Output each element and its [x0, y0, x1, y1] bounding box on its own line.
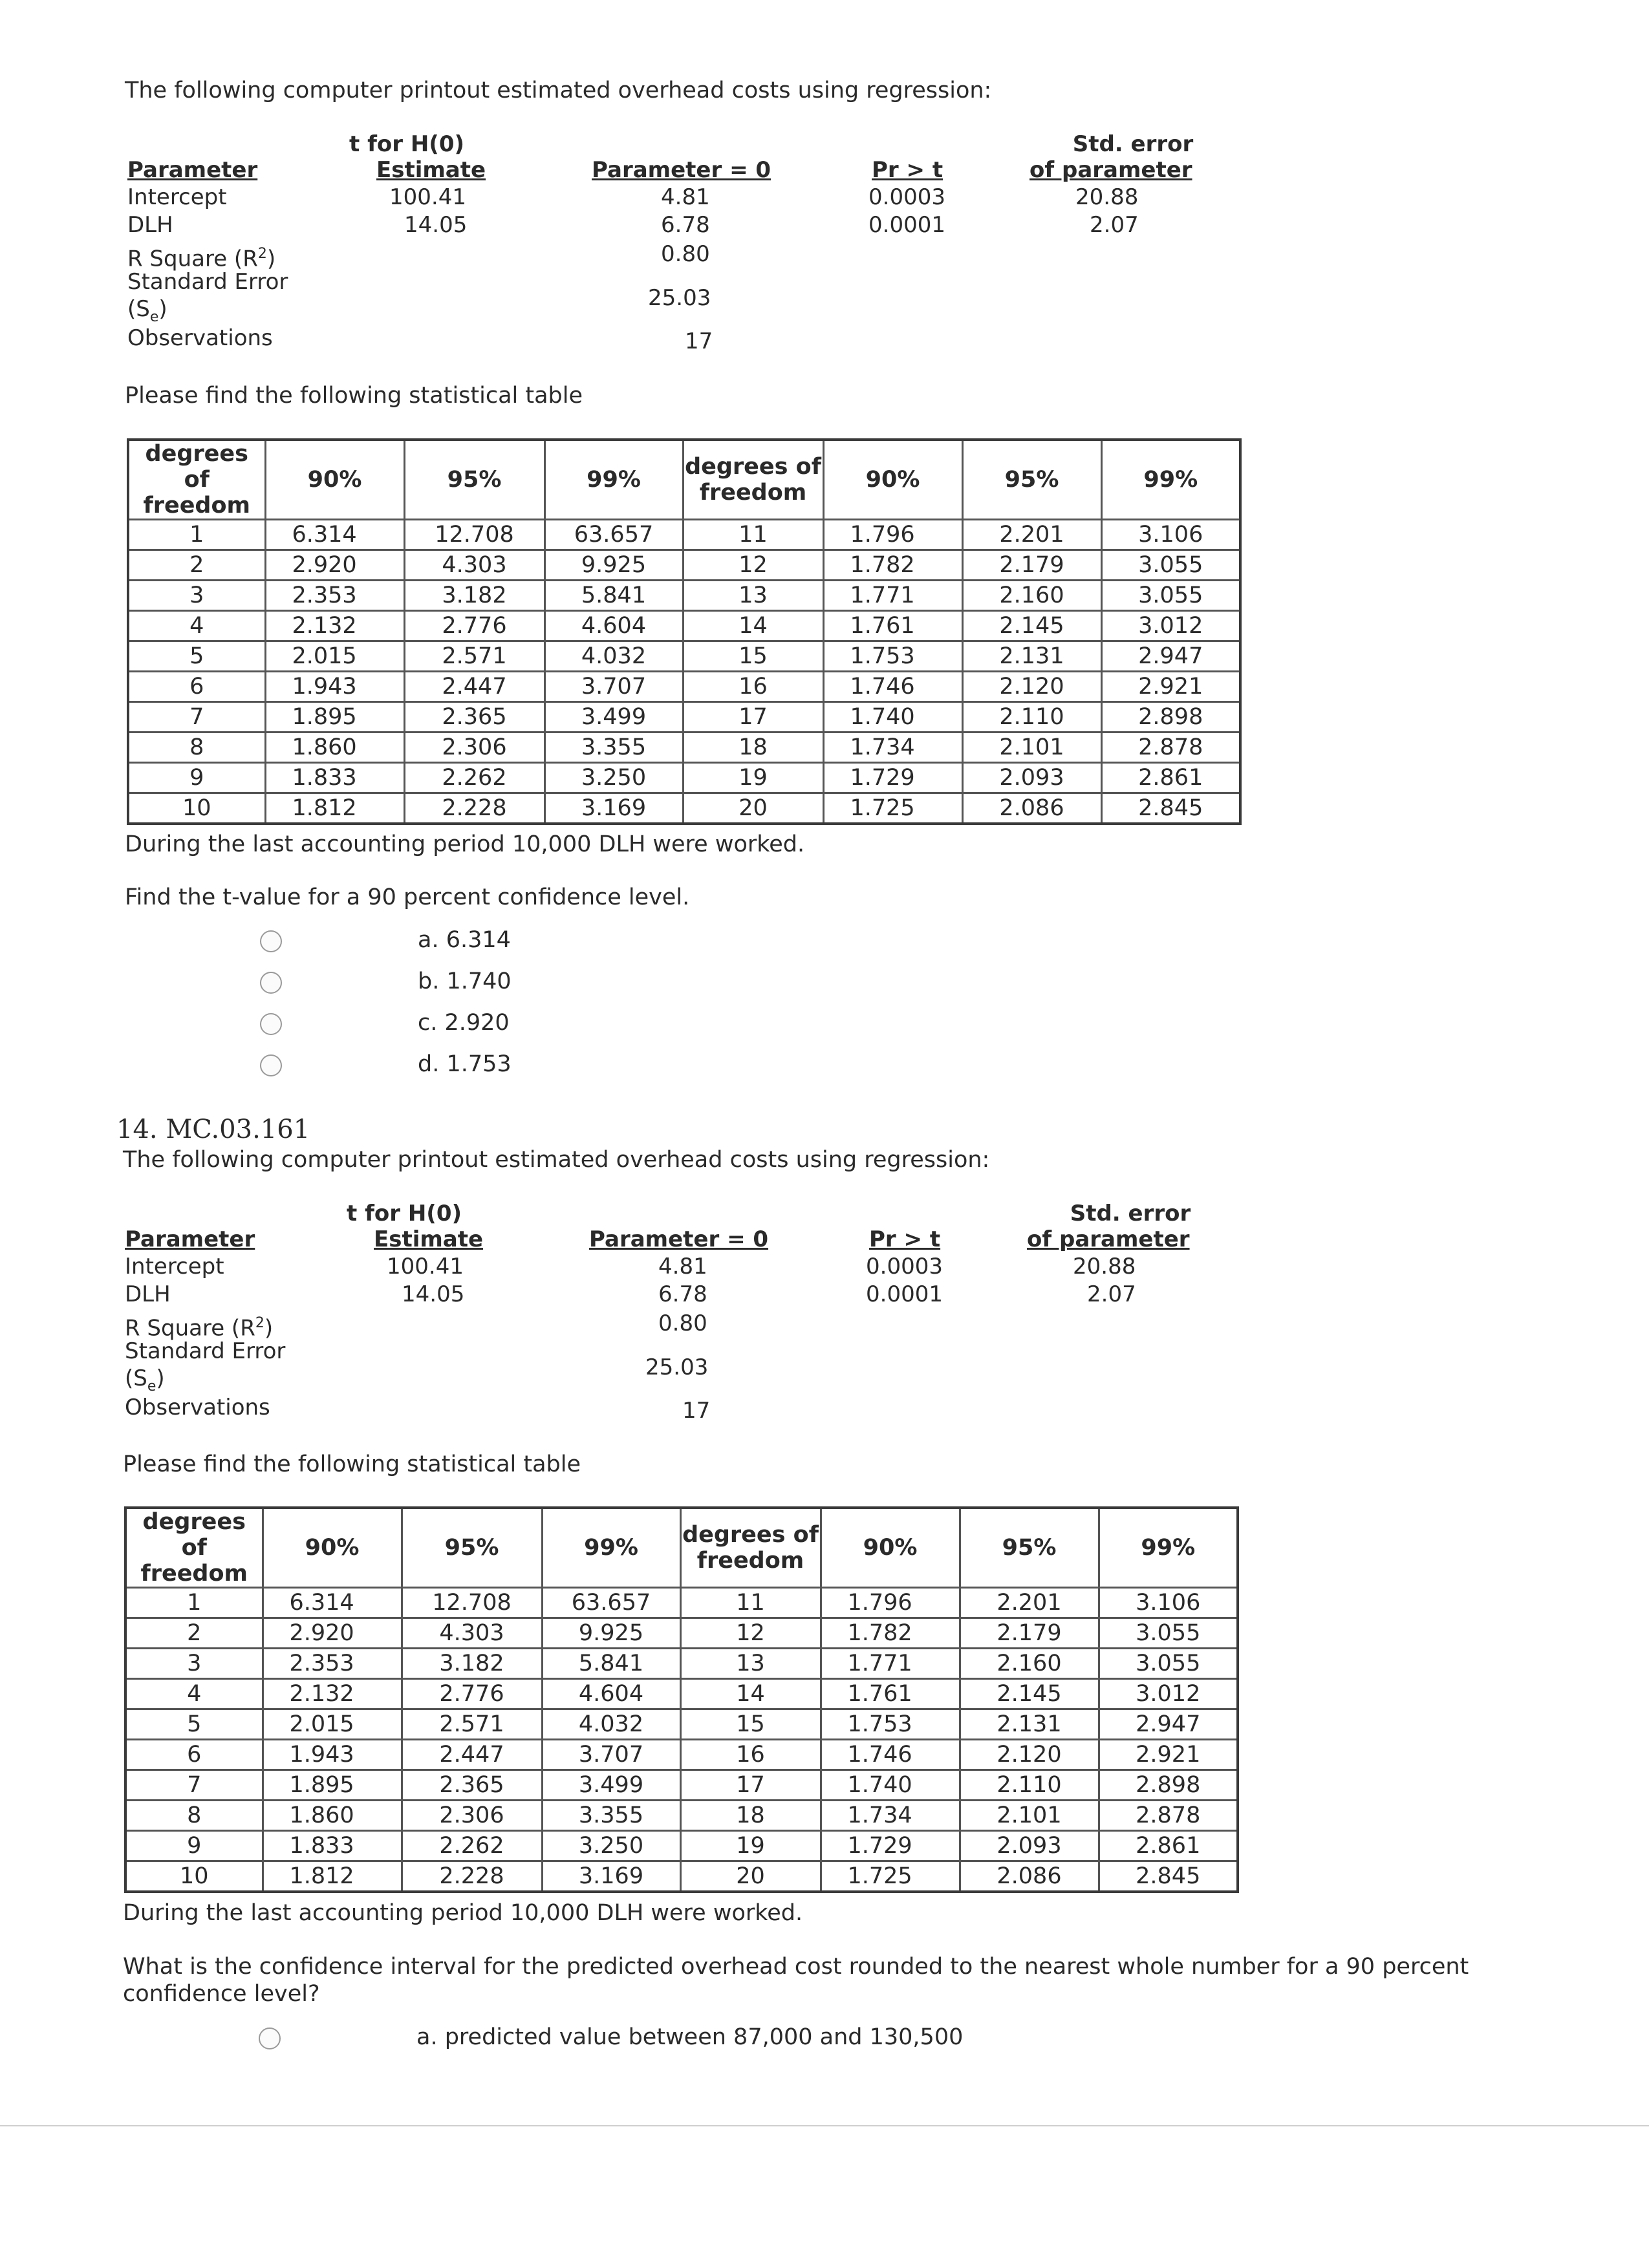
table-cell: 4.032 [544, 641, 683, 672]
table-cell: 3.106 [1101, 520, 1240, 550]
table-cell: 2.776 [404, 611, 544, 641]
table-cell: 1.740 [823, 702, 962, 733]
parameter-header: Parameter [127, 157, 258, 183]
table-cell: 7 [128, 702, 265, 733]
table-cell: 3.707 [542, 1740, 680, 1770]
dlh-se: 2.07 [1087, 1281, 1136, 1307]
radio-button[interactable] [260, 972, 282, 994]
table-cell: 3.012 [1099, 1679, 1238, 1709]
table-cell: 1.753 [823, 641, 962, 672]
table-cell: 3.499 [544, 702, 683, 733]
table-cell: 2.101 [962, 733, 1101, 763]
q1-intro: The following computer printout estimated overhead costs using regression: [125, 78, 992, 103]
table-cell: 1.761 [823, 611, 962, 641]
table-cell: 1.782 [823, 550, 962, 581]
intercept-t: 4.81 [658, 1254, 707, 1279]
table-cell: 6.314 [265, 520, 404, 550]
table-cell: 16 [680, 1740, 821, 1770]
regression-printout [125, 1201, 1302, 1424]
table-cell: 2.447 [404, 672, 544, 702]
t-distribution-table [127, 438, 1242, 825]
table-cell: 1.734 [821, 1801, 960, 1831]
dlh-pr: 0.0001 [866, 1281, 943, 1307]
table-cell: 2.353 [265, 581, 404, 611]
table-cell: 17 [680, 1770, 821, 1801]
header-cell: 95% [960, 1508, 1099, 1588]
table-cell: 20 [683, 793, 823, 824]
table-cell: 3.055 [1101, 550, 1240, 581]
header-cell: 99% [1099, 1508, 1238, 1588]
table-cell: 18 [680, 1801, 821, 1831]
table-cell: 1.746 [823, 672, 962, 702]
table-cell: 1.895 [265, 702, 404, 733]
table-row [128, 611, 1240, 641]
table-cell: 1.943 [263, 1740, 402, 1770]
option-label: d. 1.753 [418, 1051, 512, 1077]
table-cell: 6.314 [263, 1588, 402, 1618]
table-cell: 2.898 [1099, 1770, 1238, 1801]
table-cell: 1.833 [263, 1831, 402, 1861]
table-cell: 2.947 [1099, 1709, 1238, 1740]
table-cell: 14 [683, 611, 823, 641]
table-cell: 3.355 [544, 733, 683, 763]
table-row [125, 1831, 1238, 1861]
table-cell: 2.306 [404, 733, 544, 763]
table-row [128, 581, 1240, 611]
table-cell: 2.179 [962, 550, 1101, 581]
table-cell: 19 [680, 1831, 821, 1861]
table-cell: 2.015 [263, 1709, 402, 1740]
table-cell: 4.604 [544, 611, 683, 641]
table-cell: 1.725 [823, 793, 962, 824]
header-cell: 95% [404, 440, 544, 520]
table-cell: 3 [125, 1649, 263, 1679]
table-cell: 10 [125, 1861, 263, 1892]
table-cell: 4.303 [404, 550, 544, 581]
standard-error-value: 25.03 [645, 1354, 709, 1380]
table-cell: 4.604 [542, 1679, 680, 1709]
header-cell: 99% [544, 440, 683, 520]
intercept-t: 4.81 [661, 184, 710, 210]
table-cell: 2.306 [402, 1801, 542, 1831]
std-error-header: Std. error [1072, 131, 1194, 157]
table-cell: 1.753 [821, 1709, 960, 1740]
table-cell: 2.201 [960, 1588, 1099, 1618]
table-cell: 2.179 [960, 1618, 1099, 1649]
table-cell: 2.131 [960, 1709, 1099, 1740]
table-row [128, 550, 1240, 581]
dlh-estimate: 14.05 [404, 212, 468, 238]
observations-value: 17 [682, 1398, 711, 1424]
header-cell: 90% [263, 1508, 402, 1588]
table-cell: 2.861 [1099, 1831, 1238, 1861]
table-cell: 2.131 [962, 641, 1101, 672]
table-cell: 1.833 [265, 763, 404, 793]
table-cell: 1.740 [821, 1770, 960, 1801]
intercept-estimate: 100.41 [389, 184, 466, 210]
standard-error-label: Standard Error [127, 269, 288, 295]
observations-label: Observations [127, 325, 273, 351]
table-cell: 2.898 [1101, 702, 1240, 733]
intercept-se: 20.88 [1073, 1254, 1136, 1279]
r-square-label: R Square $(R^2)$ [125, 1315, 274, 1342]
table-cell: 2.262 [402, 1831, 542, 1861]
table-cell: 1 [125, 1588, 263, 1618]
table-cell: 3.055 [1099, 1618, 1238, 1649]
header-cell: degrees of freedom [125, 1508, 263, 1588]
r-square-value: 0.80 [658, 1311, 707, 1336]
std-error-header: Std. error [1070, 1201, 1191, 1226]
r-square-label: R Square $(R^2)$ [127, 246, 276, 272]
table-cell: 2.093 [962, 763, 1101, 793]
table-cell: 1.812 [263, 1861, 402, 1892]
table-cell: 2.160 [962, 581, 1101, 611]
table-cell: 2.093 [960, 1831, 1099, 1861]
table-cell: 1.812 [265, 793, 404, 824]
table-cell: 2.878 [1099, 1801, 1238, 1831]
table-cell: 3.012 [1101, 611, 1240, 641]
table-cell: 10 [128, 793, 265, 824]
intercept-pr: 0.0003 [868, 184, 945, 210]
parameter-zero-header: Parameter = 0 [589, 1226, 769, 1252]
table-cell: 2.228 [402, 1861, 542, 1892]
table-cell: 1.746 [821, 1740, 960, 1770]
table-cell: 1.734 [823, 733, 962, 763]
table-cell: 5 [125, 1709, 263, 1740]
table-cell: 3.707 [544, 672, 683, 702]
q2-dlh-statement: During the last accounting period 10,000 DLH were worked. [123, 1900, 803, 1926]
table-cell: 1.725 [821, 1861, 960, 1892]
table-cell: 4 [125, 1679, 263, 1709]
q1-dlh-statement: During the last accounting period 10,000 DLH were worked. [125, 831, 805, 857]
header-cell: 90% [823, 440, 962, 520]
header-cell: degrees of freedom [128, 440, 265, 520]
of-parameter-header: of parameter [1027, 1226, 1190, 1252]
table-cell: 2.101 [960, 1801, 1099, 1831]
dlh-se: 2.07 [1090, 212, 1139, 238]
table-cell: 12 [683, 550, 823, 581]
header-cell: 99% [1101, 440, 1240, 520]
table-cell: 11 [680, 1588, 821, 1618]
table-cell: 18 [683, 733, 823, 763]
table-cell: 1.943 [265, 672, 404, 702]
table-cell: 11 [683, 520, 823, 550]
table-cell: 2.921 [1101, 672, 1240, 702]
table-row [125, 1801, 1238, 1831]
table-cell: 9 [128, 763, 265, 793]
table-cell: 16 [683, 672, 823, 702]
standard-error-value: 25.03 [648, 285, 711, 311]
radio-button[interactable] [260, 930, 282, 952]
table-cell: 9.925 [542, 1618, 680, 1649]
table-row [128, 641, 1240, 672]
table-cell: 3.250 [542, 1831, 680, 1861]
option-label: a. predicted value between 87,000 and 130,500 [416, 2024, 964, 2050]
of-parameter-header: of parameter [1029, 157, 1192, 183]
table-cell: 12.708 [404, 520, 544, 550]
table-cell: 1.860 [265, 733, 404, 763]
observations-label: Observations [125, 1395, 270, 1420]
table-cell: 1.860 [263, 1801, 402, 1831]
table-cell: 4.303 [402, 1618, 542, 1649]
table-cell: 1.771 [823, 581, 962, 611]
intercept-label: Intercept [127, 184, 227, 210]
table-cell: 2.776 [402, 1679, 542, 1709]
table-cell: 1.729 [823, 763, 962, 793]
radio-button[interactable] [260, 1013, 282, 1035]
table-row [128, 733, 1240, 763]
table-row [125, 1740, 1238, 1770]
table-cell: 3.182 [404, 581, 544, 611]
t-for-h0-header: t for H(0) [347, 1201, 462, 1226]
header-cell: 90% [821, 1508, 960, 1588]
table-row [128, 763, 1240, 793]
table-row [128, 672, 1240, 702]
table-cell: 2.921 [1099, 1740, 1238, 1770]
pr-t-header: Pr > t [869, 1226, 941, 1252]
radio-button[interactable] [260, 1054, 282, 1076]
table-cell: 2.447 [402, 1740, 542, 1770]
table-cell: 3.055 [1101, 581, 1240, 611]
standard-error-symbol: $(S_e)$ [127, 296, 167, 325]
dlh-t: 6.78 [658, 1281, 707, 1307]
table-cell: 2.262 [404, 763, 544, 793]
table-cell: 6 [128, 672, 265, 702]
table-cell: 2.110 [962, 702, 1101, 733]
table-cell: 2.145 [960, 1679, 1099, 1709]
q2-question: What is the confidence interval for the predicted overhead cost rounded to the nearest whole number for a 90 percent confidence level? [123, 1954, 1469, 2007]
question-number: 14. MC.03.161 [116, 1115, 310, 1144]
table-cell: 2.353 [263, 1649, 402, 1679]
table-cell: 3.250 [544, 763, 683, 793]
table-row [125, 1679, 1238, 1709]
header-cell: 99% [542, 1508, 680, 1588]
t-distribution-table [124, 1506, 1239, 1893]
table-cell: 2.228 [404, 793, 544, 824]
table-cell: 63.657 [544, 520, 683, 550]
table-row [125, 1618, 1238, 1649]
table-cell: 13 [683, 581, 823, 611]
table-cell: 2.120 [960, 1740, 1099, 1770]
table-cell: 6 [125, 1740, 263, 1770]
table-cell: 19 [683, 763, 823, 793]
option-label: a. 6.314 [418, 927, 511, 953]
table-cell: 3.169 [542, 1861, 680, 1892]
r-square-value: 0.80 [661, 241, 710, 267]
table-row [128, 793, 1240, 824]
table-cell: 2.845 [1099, 1861, 1238, 1892]
table-cell: 2.160 [960, 1649, 1099, 1679]
table-cell: 3.499 [542, 1770, 680, 1801]
dlh-label: DLH [127, 212, 173, 238]
table-cell: 2.015 [265, 641, 404, 672]
table-cell: 15 [683, 641, 823, 672]
table-row [125, 1709, 1238, 1740]
table-cell: 3 [128, 581, 265, 611]
table-cell: 1.782 [821, 1618, 960, 1649]
table-cell: 1.796 [821, 1588, 960, 1618]
table-cell: 1.895 [263, 1770, 402, 1801]
dlh-label: DLH [125, 1281, 171, 1307]
table-cell: 5.841 [544, 581, 683, 611]
table-row [125, 1588, 1238, 1618]
header-cell: 90% [265, 440, 404, 520]
table-row [128, 520, 1240, 550]
table-cell: 2.920 [265, 550, 404, 581]
table-cell: 8 [128, 733, 265, 763]
table-cell: 2.086 [960, 1861, 1099, 1892]
q1-question: Find the t-value for a 90 percent confidence level. [125, 884, 690, 910]
header-cell: 95% [402, 1508, 542, 1588]
table-cell: 1.729 [821, 1831, 960, 1861]
table-cell: 2.132 [263, 1679, 402, 1709]
table-cell: 2.845 [1101, 793, 1240, 824]
table-row [125, 1770, 1238, 1801]
table-cell: 7 [125, 1770, 263, 1801]
table-cell: 2.110 [960, 1770, 1099, 1801]
table-cell: 3.055 [1099, 1649, 1238, 1679]
dlh-estimate: 14.05 [402, 1281, 465, 1307]
table-cell: 9.925 [544, 550, 683, 581]
table-cell: 1.771 [821, 1649, 960, 1679]
option-label: c. 2.920 [418, 1010, 510, 1036]
table-cell: 3.355 [542, 1801, 680, 1831]
table-cell: 20 [680, 1861, 821, 1892]
table-cell: 4 [128, 611, 265, 641]
table-cell: 3.169 [544, 793, 683, 824]
table-cell: 5 [128, 641, 265, 672]
dlh-t: 6.78 [661, 212, 710, 238]
table-cell: 15 [680, 1709, 821, 1740]
header-cell: degrees of freedom [680, 1508, 821, 1588]
table-cell: 9 [125, 1831, 263, 1861]
intercept-se: 20.88 [1075, 184, 1139, 210]
table-cell: 2.571 [402, 1709, 542, 1740]
table-cell: 2.365 [404, 702, 544, 733]
radio-button[interactable] [259, 2027, 281, 2049]
regression-printout [127, 131, 1304, 354]
table-cell: 17 [683, 702, 823, 733]
table-cell: 1 [128, 520, 265, 550]
table-cell: 5.841 [542, 1649, 680, 1679]
table-cell: 2.571 [404, 641, 544, 672]
parameter-header: Parameter [125, 1226, 255, 1252]
table-cell: 2.878 [1101, 733, 1240, 763]
t-for-h0-header: t for H(0) [349, 131, 465, 157]
table-cell: 2.145 [962, 611, 1101, 641]
table-cell: 1.796 [823, 520, 962, 550]
table-cell: 3.182 [402, 1649, 542, 1679]
table-cell: 1.761 [821, 1679, 960, 1709]
parameter-zero-header: Parameter = 0 [592, 157, 771, 183]
table-cell: 2.861 [1101, 763, 1240, 793]
table-cell: 2.201 [962, 520, 1101, 550]
intercept-pr: 0.0003 [866, 1254, 943, 1279]
page-divider [0, 2125, 1649, 2126]
estimate-header: Estimate [374, 1226, 484, 1252]
table-row [125, 1649, 1238, 1679]
table-cell: 2.947 [1101, 641, 1240, 672]
standard-error-symbol: $(S_e)$ [125, 1365, 165, 1395]
table-cell: 13 [680, 1649, 821, 1679]
table-cell: 12.708 [402, 1588, 542, 1618]
table-row [125, 1861, 1238, 1892]
intercept-label: Intercept [125, 1254, 224, 1279]
table-cell: 8 [125, 1801, 263, 1831]
table-cell: 12 [680, 1618, 821, 1649]
header-cell: degrees of freedom [683, 440, 823, 520]
table-cell: 2.120 [962, 672, 1101, 702]
table-cell: 14 [680, 1679, 821, 1709]
estimate-header: Estimate [376, 157, 486, 183]
dlh-pr: 0.0001 [868, 212, 945, 238]
table-cell: 2.365 [402, 1770, 542, 1801]
table-cell: 2.086 [962, 793, 1101, 824]
table-cell: 4.032 [542, 1709, 680, 1740]
observations-value: 17 [685, 328, 713, 354]
option-label: b. 1.740 [418, 968, 512, 994]
q2-table-intro: Please find the following statistical table [123, 1451, 581, 1477]
q1-table-intro: Please find the following statistical table [125, 383, 583, 409]
pr-t-header: Pr > t [872, 157, 943, 183]
table-cell: 3.106 [1099, 1588, 1238, 1618]
table-cell: 2 [125, 1618, 263, 1649]
q2-intro: The following computer printout estimated overhead costs using regression: [123, 1147, 990, 1173]
header-cell: 95% [962, 440, 1101, 520]
table-cell: 63.657 [542, 1588, 680, 1618]
table-cell: 2.132 [265, 611, 404, 641]
standard-error-label: Standard Error [125, 1338, 286, 1364]
table-cell: 2 [128, 550, 265, 581]
intercept-estimate: 100.41 [387, 1254, 464, 1279]
table-cell: 2.920 [263, 1618, 402, 1649]
table-row [128, 702, 1240, 733]
